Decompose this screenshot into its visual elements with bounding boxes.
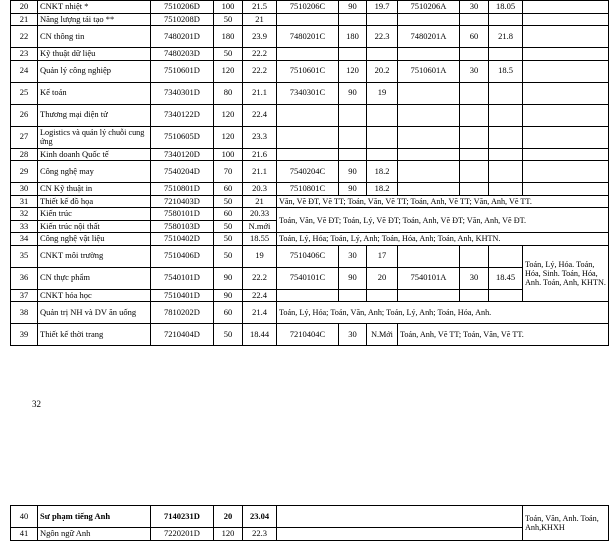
table-row <box>11 245 609 267</box>
cell-diem1: 21 <box>243 195 277 208</box>
page-number: 32 <box>32 399 41 409</box>
cell-stt: 37 <box>11 289 38 302</box>
table-row <box>11 148 609 161</box>
cell-ma2 <box>277 148 339 161</box>
cell-diem1: 22.2 <box>243 267 277 289</box>
cell-tohop <box>523 13 609 26</box>
cell-note: Toán, Lý, Hóa; Toán, Văn, Anh; Toán, Lý, Anh; Toán, Hóa, Anh. <box>277 302 609 324</box>
cell-nganh: CNKT môi trường <box>38 245 151 267</box>
cell-stt: 24 <box>11 60 38 82</box>
cell-ma2: 7540101C <box>277 267 339 289</box>
cell-ma2 <box>277 48 339 61</box>
cell-diem1: 21.6 <box>243 148 277 161</box>
cell-diem1: 20.33 <box>243 208 277 221</box>
cell-ct2: 90 <box>339 161 367 183</box>
cell-tohop <box>523 161 609 183</box>
cell-diem1: 22.3 <box>243 528 277 541</box>
table-row <box>11 195 609 208</box>
cell-diem2: 18.2 <box>367 161 398 183</box>
cell-ct3 <box>460 148 489 161</box>
cell-nganh: Kinh doanh Quốc tế <box>38 148 151 161</box>
cell-ma1: 7510206D <box>151 1 214 14</box>
cell-ma1: 7580103D <box>151 220 214 233</box>
cell-ma3: 7510601A <box>398 60 460 82</box>
cell-ct1: 50 <box>214 48 243 61</box>
cell-diem2: 19 <box>367 82 398 104</box>
cell-diem1: 19 <box>243 245 277 267</box>
cell-ma1: 7810202D <box>151 302 214 324</box>
cell-stt: 29 <box>11 161 38 183</box>
cell-ma1: 7220201D <box>151 528 214 541</box>
cell-nganh: Kiến trúc nội thất <box>38 220 151 233</box>
cell-ma2 <box>277 126 339 148</box>
cell-nganh: Kiến trúc <box>38 208 151 221</box>
cell-diem3 <box>489 104 523 126</box>
cell-nganh: Năng lượng tái tạo ** <box>38 13 151 26</box>
cell-diem1: 18.44 <box>243 324 277 346</box>
table-row <box>11 126 609 148</box>
cell-ma3 <box>398 148 460 161</box>
cell-ma3 <box>398 126 460 148</box>
cell-ma2 <box>277 289 339 302</box>
cell-diem3 <box>489 48 523 61</box>
cell-diem2: N.Mới <box>367 324 398 346</box>
cell-nganh: CN thông tin <box>38 26 151 48</box>
cell-diem1: N.mới <box>243 220 277 233</box>
cell-ma1: 7340120D <box>151 148 214 161</box>
cell-note: Toán, Văn, Vẽ ĐT; Toán, Lý, Vẽ ĐT; Toán, Anh, Vẽ ĐT; Văn, Anh, Vẽ ĐT. <box>277 208 609 233</box>
cell-ct1: 180 <box>214 26 243 48</box>
cell-ma2: 7510601C <box>277 60 339 82</box>
cell-ma3 <box>398 161 460 183</box>
cell-ma1: 7580101D <box>151 208 214 221</box>
cell-tohop <box>523 148 609 161</box>
cell-diem2 <box>367 48 398 61</box>
admission-scores-table-top <box>10 0 609 346</box>
cell-diem1: 22.2 <box>243 60 277 82</box>
cell-ma1: 7510406D <box>151 245 214 267</box>
cell-ma2 <box>277 104 339 126</box>
cell-ct1: 50 <box>214 13 243 26</box>
cell-diem1: 21.1 <box>243 161 277 183</box>
cell-ct3 <box>460 289 489 302</box>
cell-diem2 <box>367 13 398 26</box>
cell-nganh: CN Kỹ thuật in <box>38 183 151 196</box>
cell-diem1: 20.3 <box>243 183 277 196</box>
table-row <box>11 183 609 196</box>
cell-stt: 26 <box>11 104 38 126</box>
cell-diem2 <box>367 104 398 126</box>
cell-ma2: 7510801C <box>277 183 339 196</box>
cell-ct1: 50 <box>214 233 243 246</box>
cell-diem3: 21.8 <box>489 26 523 48</box>
cell-stt: 32 <box>11 208 38 221</box>
cell-ma1: 7210403D <box>151 195 214 208</box>
cell-diem1: 22.2 <box>243 48 277 61</box>
cell-ct1: 80 <box>214 82 243 104</box>
cell-ct1: 100 <box>214 148 243 161</box>
cell-ma3: 7540101A <box>398 267 460 289</box>
cell-nganh: CNKT nhiệt * <box>38 1 151 14</box>
cell-ct1: 120 <box>214 60 243 82</box>
cell-ma1: 7510601D <box>151 60 214 82</box>
cell-ct1: 50 <box>214 324 243 346</box>
cell-ma1: 7510208D <box>151 13 214 26</box>
cell-tohop <box>523 183 609 196</box>
cell-ct3: 30 <box>460 267 489 289</box>
cell-tohop <box>523 104 609 126</box>
cell-ct3 <box>460 161 489 183</box>
cell-diem1: 21.5 <box>243 1 277 14</box>
cell-ct3: 30 <box>460 60 489 82</box>
table-row <box>11 1 609 14</box>
cell-ct1: 50 <box>214 245 243 267</box>
cell-diem2: 17 <box>367 245 398 267</box>
cell-stt: 25 <box>11 82 38 104</box>
table-row <box>11 208 609 221</box>
cell-tohop <box>523 82 609 104</box>
cell-ct2: 30 <box>339 324 367 346</box>
cell-nganh: Quản lý công nghiệp <box>38 60 151 82</box>
cell-note: Toán, Lý, Hóa; Toán, Lý, Anh; Toán, Hóa, Anh; Toán, Anh, KHTN. <box>277 233 609 246</box>
cell-diem1: 22.4 <box>243 104 277 126</box>
cell-nganh: CNKT hóa học <box>38 289 151 302</box>
cell-nganh: Thiết kế đồ họa <box>38 195 151 208</box>
cell-ma3 <box>398 183 460 196</box>
table-row <box>11 528 609 541</box>
cell-nganh: Quản trị NH và DV ăn uống <box>38 302 151 324</box>
cell-diem3 <box>489 245 523 267</box>
cell-nganh: Thương mại điện tử <box>38 104 151 126</box>
cell-diem3 <box>489 148 523 161</box>
cell-stt: 31 <box>11 195 38 208</box>
cell-diem1: 18.55 <box>243 233 277 246</box>
table-row <box>11 26 609 48</box>
table-row <box>11 60 609 82</box>
cell-ct2 <box>339 126 367 148</box>
cell-ma2: 7510206C <box>277 1 339 14</box>
cell-ct1: 50 <box>214 195 243 208</box>
cell-ma3 <box>398 245 460 267</box>
cell-stt: 41 <box>11 528 38 541</box>
cell-diem3 <box>489 126 523 148</box>
cell-ma3 <box>398 289 460 302</box>
cell-diem2 <box>367 289 398 302</box>
cell-diem3 <box>489 183 523 196</box>
cell-ct3 <box>460 13 489 26</box>
cell-diem2: 22.3 <box>367 26 398 48</box>
cell-ma3 <box>398 82 460 104</box>
cell-ma3: 7480201A <box>398 26 460 48</box>
cell-ct3 <box>460 183 489 196</box>
cell-stt: 38 <box>11 302 38 324</box>
table-row <box>11 233 609 246</box>
cell-ct3: 60 <box>460 26 489 48</box>
cell-tohop: Toán, Văn, Anh. Toán, Anh,KHXH <box>523 506 609 541</box>
table-row <box>11 324 609 346</box>
cell-ma1: 7510402D <box>151 233 214 246</box>
cell-diem3 <box>489 161 523 183</box>
cell-diem1: 22.4 <box>243 289 277 302</box>
cell-diem3: 18.45 <box>489 267 523 289</box>
table-row <box>11 289 609 302</box>
cell-diem1: 23.3 <box>243 126 277 148</box>
cell-ma3 <box>398 48 460 61</box>
cell-ma2 <box>277 13 339 26</box>
cell-stt: 28 <box>11 148 38 161</box>
cell-diem2 <box>367 148 398 161</box>
table-row <box>11 161 609 183</box>
cell-ct2 <box>339 48 367 61</box>
cell-stt: 35 <box>11 245 38 267</box>
cell-stt: 30 <box>11 183 38 196</box>
cell-ma1: 7480203D <box>151 48 214 61</box>
cell-ct1: 70 <box>214 161 243 183</box>
cell-nganh: Logistics và quản lý chuỗi cung ứng <box>38 126 151 148</box>
cell-ct2: 180 <box>339 26 367 48</box>
cell-ma1: 7510605D <box>151 126 214 148</box>
cell-nganh: Công nghệ may <box>38 161 151 183</box>
cell-stt: 20 <box>11 1 38 14</box>
cell-ma1: 7510801D <box>151 183 214 196</box>
table-row <box>11 104 609 126</box>
cell-diem3: 18.5 <box>489 60 523 82</box>
cell-tohop <box>523 60 609 82</box>
cell-ct1: 60 <box>214 208 243 221</box>
cell-tohop <box>523 1 609 14</box>
cell-ct2: 90 <box>339 267 367 289</box>
cell-empty <box>277 528 523 541</box>
cell-ct1: 60 <box>214 302 243 324</box>
cell-ma1: 7510401D <box>151 289 214 302</box>
cell-diem3 <box>489 13 523 26</box>
cell-diem1: 21.4 <box>243 302 277 324</box>
cell-ct1: 90 <box>214 289 243 302</box>
cell-ma1: 7140231D <box>151 506 214 528</box>
cell-diem1: 23.04 <box>243 506 277 528</box>
cell-nganh: Kỹ thuật dữ liệu <box>38 48 151 61</box>
cell-stt: 39 <box>11 324 38 346</box>
cell-stt: 22 <box>11 26 38 48</box>
cell-ct2: 90 <box>339 1 367 14</box>
cell-ma1: 7540101D <box>151 267 214 289</box>
cell-ma1: 7540204D <box>151 161 214 183</box>
cell-ma1: 7340301D <box>151 82 214 104</box>
cell-stt: 27 <box>11 126 38 148</box>
cell-nganh: Kế toán <box>38 82 151 104</box>
table-row <box>11 13 609 26</box>
cell-nganh: Công nghệ vật liệu <box>38 233 151 246</box>
cell-stt: 34 <box>11 233 38 246</box>
table-row <box>11 267 609 289</box>
cell-tohop <box>523 48 609 61</box>
cell-ma2: 7480201C <box>277 26 339 48</box>
cell-diem3: 18.05 <box>489 1 523 14</box>
table-row <box>11 302 609 324</box>
cell-tohop <box>523 26 609 48</box>
cell-diem2: 19.7 <box>367 1 398 14</box>
cell-ct3 <box>460 245 489 267</box>
cell-nganh: Sư phạm tiếng Anh <box>38 506 151 528</box>
cell-ct3: 30 <box>460 1 489 14</box>
cell-diem3 <box>489 82 523 104</box>
cell-ct2: 30 <box>339 245 367 267</box>
cell-ma1: 7480201D <box>151 26 214 48</box>
cell-stt: 40 <box>11 506 38 528</box>
cell-ct3 <box>460 126 489 148</box>
cell-ct3 <box>460 82 489 104</box>
cell-stt: 21 <box>11 13 38 26</box>
cell-ma1: 7340122D <box>151 104 214 126</box>
cell-ct1: 120 <box>214 104 243 126</box>
cell-ma3: 7510206A <box>398 1 460 14</box>
cell-ct2 <box>339 148 367 161</box>
cell-ct1: 120 <box>214 126 243 148</box>
cell-stt: 23 <box>11 48 38 61</box>
cell-diem1: 21.1 <box>243 82 277 104</box>
table-row <box>11 48 609 61</box>
cell-note: Toán, Anh, Vẽ TT; Toán, Văn, Vẽ TT. <box>398 324 609 346</box>
cell-ct1: 90 <box>214 267 243 289</box>
cell-ma1: 7210404D <box>151 324 214 346</box>
cell-ct2 <box>339 104 367 126</box>
table-row <box>11 506 609 528</box>
cell-diem2 <box>367 126 398 148</box>
cell-diem2: 18.2 <box>367 183 398 196</box>
cell-diem1: 23.9 <box>243 26 277 48</box>
cell-ct3 <box>460 104 489 126</box>
cell-ma3 <box>398 13 460 26</box>
cell-empty <box>277 506 523 528</box>
cell-diem2: 20.2 <box>367 60 398 82</box>
cell-ct1: 120 <box>214 528 243 541</box>
cell-nganh: Thiết kế thời trang <box>38 324 151 346</box>
cell-ct1: 20 <box>214 506 243 528</box>
cell-ma3 <box>398 104 460 126</box>
cell-ct3 <box>460 48 489 61</box>
cell-ct1: 50 <box>214 220 243 233</box>
cell-nganh: CN thực phẩm <box>38 267 151 289</box>
cell-tohop <box>523 126 609 148</box>
cell-diem2: 20 <box>367 267 398 289</box>
cell-ct2: 120 <box>339 60 367 82</box>
cell-ct1: 100 <box>214 1 243 14</box>
cell-diem3 <box>489 289 523 302</box>
cell-ct2: 90 <box>339 82 367 104</box>
table-row <box>11 82 609 104</box>
cell-nganh: Ngôn ngữ Anh <box>38 528 151 541</box>
cell-tohop: Toán, Lý, Hóa. Toán, Hóa, Sinh. Toán, Hóa, Anh. Toán, Anh, KHTN. <box>523 245 609 302</box>
cell-ct1: 60 <box>214 183 243 196</box>
cell-ma2: 7510406C <box>277 245 339 267</box>
cell-diem1: 21 <box>243 13 277 26</box>
cell-ct2: 90 <box>339 183 367 196</box>
cell-note: Văn, Vẽ ĐT, Vẽ TT; Toán, Văn, Vẽ TT; Toán, Anh, Vẽ TT; Văn, Anh, Vẽ TT. <box>277 195 609 208</box>
cell-ma2: 7540204C <box>277 161 339 183</box>
cell-ma2: 7210404C <box>277 324 339 346</box>
cell-stt: 33 <box>11 220 38 233</box>
cell-ct2 <box>339 13 367 26</box>
admission-scores-table-bottom <box>10 505 609 541</box>
cell-ma2: 7340301C <box>277 82 339 104</box>
cell-stt: 36 <box>11 267 38 289</box>
cell-ct2 <box>339 289 367 302</box>
